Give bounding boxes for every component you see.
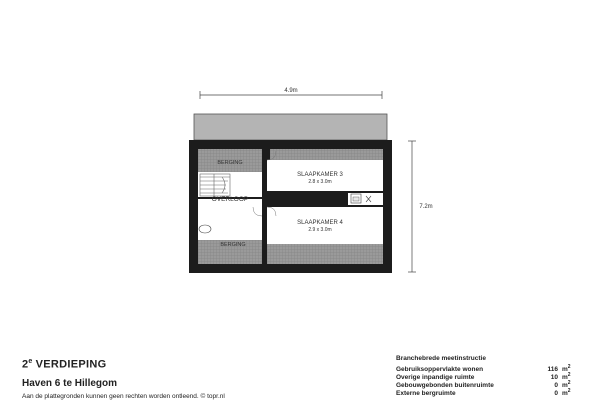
legend-row-value: 0 — [554, 390, 558, 398]
slaapkamer-3-wing-top — [270, 149, 350, 160]
legend-row-label: Externe bergruimte — [396, 390, 456, 398]
legend-row — [396, 363, 576, 374]
legend-row-unit: $m^2$ — [562, 388, 571, 398]
slaapkamer-3-name: SLAAPKAMER 3 — [297, 172, 343, 178]
floor-number: 2 — [22, 358, 29, 371]
floor-suffix: e — [28, 358, 33, 365]
disclaimer: Aan de plattegronden kunnen geen rechten worden ontleend. © topr.nl — [22, 392, 225, 400]
height-label: 7.2m — [419, 204, 433, 210]
slaapkamer-4-eave-left — [267, 244, 275, 264]
legend-row-unit: $m^2$ — [562, 364, 571, 374]
address: Haven 6 te Hillegom — [22, 377, 118, 389]
legend-row-label: Gebruiksoppervlakte wonen — [396, 366, 484, 374]
legend-row-label: Gebouwgebonden buitenruimte — [396, 382, 494, 390]
slaapkamer-4-eave — [275, 244, 383, 264]
legend-row-unit: $m^2$ — [562, 380, 571, 390]
toilet-icon — [199, 225, 211, 233]
height-dimension — [408, 141, 433, 272]
floor-title — [22, 355, 352, 372]
width-dimension — [200, 88, 382, 99]
roof-strip — [194, 114, 387, 140]
floor-info — [22, 355, 352, 401]
legend-heading: Branchebrede meetinstructie — [396, 355, 486, 362]
legend-row-value: 0 — [554, 382, 558, 390]
berging-bottom-label: BERGING — [220, 242, 246, 248]
area-legend — [396, 354, 576, 398]
floor-name: VERDIEPING — [35, 358, 107, 371]
legend-row-label: Overige inpandige ruimte — [396, 374, 475, 382]
slaapkamer-4-name: SLAAPKAMER 4 — [297, 220, 343, 226]
slaapkamer-3-size: 2.8 x 3.0m — [308, 179, 332, 185]
legend-row-value: 10 — [550, 374, 558, 382]
berging-top-label: BERGING — [217, 160, 243, 166]
slaapkamer-4-size: 2.9 x 3.0m — [308, 227, 332, 233]
overloop-label: OVERLOOP — [211, 196, 249, 203]
width-label: 4.9m — [284, 88, 298, 94]
legend-row-unit: $m^2$ — [562, 372, 571, 382]
staircase — [200, 174, 230, 196]
slaapkamer-3-dormer — [350, 149, 383, 160]
legend-row-value: 116 — [547, 366, 558, 374]
